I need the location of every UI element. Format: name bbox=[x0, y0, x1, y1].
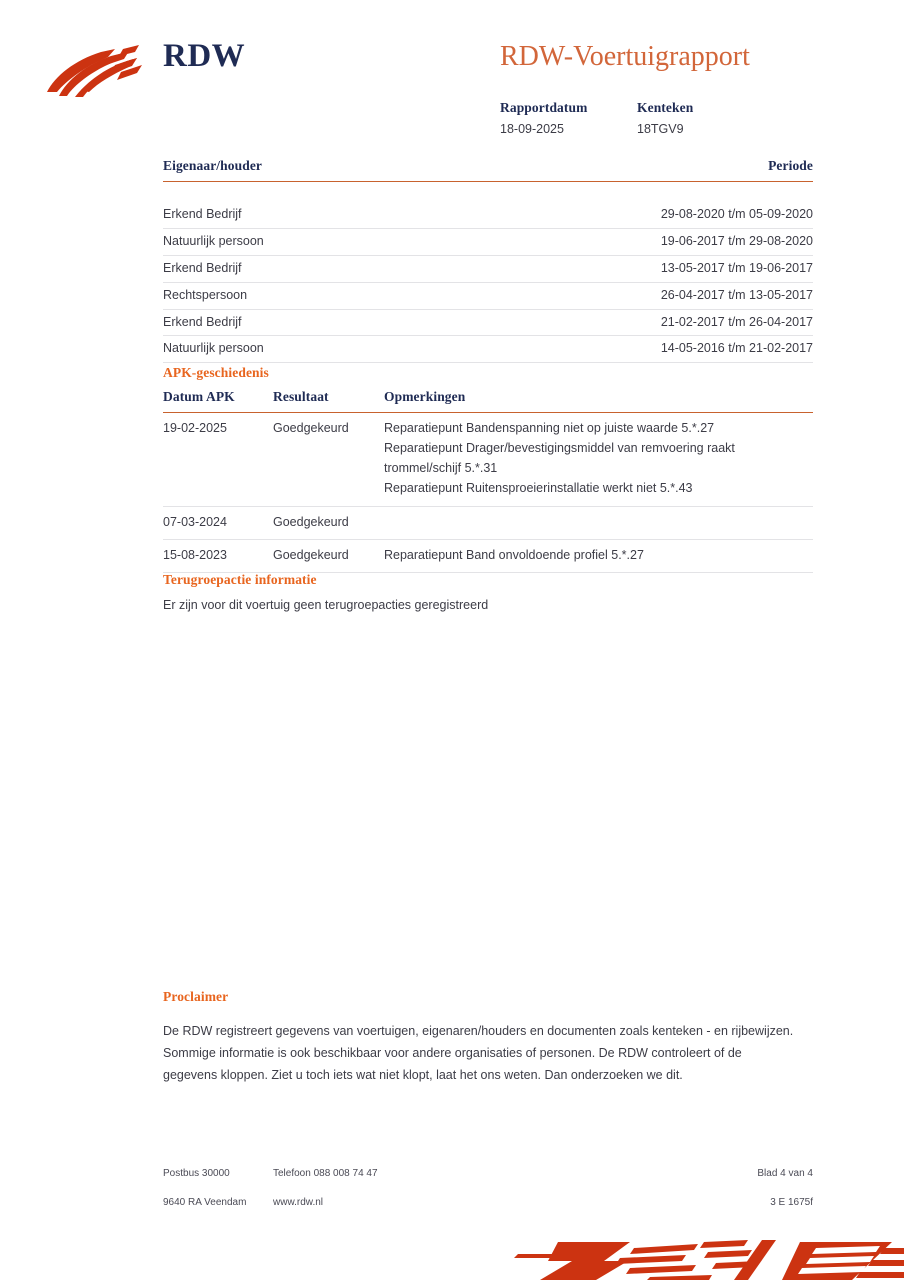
meta-kenteken-label: Kenteken bbox=[637, 100, 694, 115]
footer-city: 9640 RA Veendam bbox=[163, 1196, 247, 1208]
footer-row bbox=[163, 1197, 813, 1209]
owner-holder-type: Natuurlijk persoon bbox=[163, 228, 422, 255]
owner-holder-type: Erkend Bedrijf bbox=[163, 309, 422, 336]
owner-holder-section bbox=[163, 158, 813, 363]
rdw-wordmark: RDW bbox=[163, 38, 246, 74]
owner-holder-type: Rechtspersoon bbox=[163, 282, 422, 309]
rdw-speed-stripes-graphic bbox=[500, 1218, 904, 1280]
document-header bbox=[0, 0, 904, 150]
apk-table-header-row bbox=[163, 389, 813, 413]
apk-section-heading: APK-geschiedenis bbox=[163, 365, 269, 380]
apk-result: Goedgekeurd bbox=[273, 506, 384, 539]
apk-col-date: Datum APK bbox=[163, 389, 273, 413]
apk-remark-line: Reparatiepunt Drager/bevestigingsmiddel van remvoering raakt trommel/schijf 5.*.31 bbox=[384, 440, 735, 476]
apk-history-section bbox=[163, 364, 813, 573]
disclaimer-section bbox=[163, 988, 813, 1086]
footer-row bbox=[163, 1168, 813, 1180]
table-row bbox=[163, 412, 813, 506]
owner-period: 19-06-2017 t/m 29-08-2020 bbox=[422, 228, 813, 255]
recall-section-text: Er zijn voor dit voertuig geen terugroepacties geregistreerd bbox=[163, 597, 489, 612]
apk-col-result: Resultaat bbox=[273, 389, 384, 413]
page-footer bbox=[163, 1168, 813, 1208]
table-row bbox=[163, 506, 813, 539]
apk-date: 19-02-2025 bbox=[163, 412, 273, 506]
apk-remarks bbox=[384, 539, 813, 572]
disclaimer-heading: Proclaimer bbox=[163, 989, 229, 1004]
owner-holder-type: Erkend Bedrijf bbox=[163, 255, 422, 282]
footer-postbus: Postbus 30000 bbox=[163, 1168, 230, 1179]
period-heading-label: Periode bbox=[768, 158, 813, 173]
meta-kenteken-value: 18TGV9 bbox=[637, 122, 684, 137]
owner-heading-label: Eigenaar/houder bbox=[163, 158, 263, 173]
table-row bbox=[163, 539, 813, 572]
table-row bbox=[163, 255, 813, 282]
footer-website[interactable]: www.rdw.nl bbox=[273, 1196, 324, 1208]
footer-page-number: Blad 4 van 4 bbox=[757, 1168, 813, 1179]
apk-col-remarks: Opmerkingen bbox=[384, 389, 813, 413]
table-row bbox=[163, 228, 813, 255]
apk-result: Goedgekeurd bbox=[273, 412, 384, 506]
owner-holder-type: Erkend Bedrijf bbox=[163, 202, 422, 228]
apk-remark-line: Reparatiepunt Ruitensproeierinstallatie werkt niet 5.*.43 bbox=[384, 481, 693, 496]
recall-section-heading: Terugroepactie informatie bbox=[163, 572, 317, 587]
table-row bbox=[163, 336, 813, 363]
apk-date: 07-03-2024 bbox=[163, 506, 273, 539]
owner-period: 14-05-2016 t/m 21-02-2017 bbox=[422, 336, 813, 363]
disclaimer-text: De RDW registreert gegevens van voertuigen, eigenaren/houders en documenten zoals kenteken - en rijbewijzen. Sommige informatie is ook beschikbaar voor andere organisaties of personen. De RDW controleert of de gegevens kloppen. Ziet u toch iets wat niet klopt, laat het ons weten. Dan onderzoeken we dit. bbox=[163, 1023, 794, 1083]
owner-period: 29-08-2020 t/m 05-09-2020 bbox=[422, 202, 813, 228]
footer-form-code: 3 E 1675f bbox=[770, 1196, 813, 1208]
apk-remark-line: Reparatiepunt Bandenspanning niet op juiste waarde 5.*.27 bbox=[384, 420, 715, 435]
document-title: RDW-Voertuigrapport bbox=[500, 41, 750, 72]
apk-date: 15-08-2023 bbox=[163, 539, 273, 572]
recall-info-section bbox=[163, 571, 813, 616]
apk-remarks bbox=[384, 506, 813, 539]
footer-telephone: Telefoon 088 008 74 47 bbox=[273, 1168, 378, 1179]
apk-history-table bbox=[163, 389, 813, 574]
owner-period: 26-04-2017 t/m 13-05-2017 bbox=[422, 282, 813, 309]
table-row bbox=[163, 202, 813, 228]
owner-holder-table bbox=[163, 202, 813, 363]
table-row bbox=[163, 282, 813, 309]
apk-remarks bbox=[384, 412, 813, 506]
table-row bbox=[163, 309, 813, 336]
meta-rapportdatum-label: Rapportdatum bbox=[500, 100, 588, 115]
rdw-feather-logo-icon bbox=[45, 44, 163, 102]
owner-section-header bbox=[163, 158, 813, 182]
meta-rapportdatum-value: 18-09-2025 bbox=[500, 122, 564, 137]
meta-rapportdatum bbox=[500, 98, 637, 140]
document-meta bbox=[500, 98, 774, 140]
owner-holder-type: Natuurlijk persoon bbox=[163, 336, 422, 363]
owner-period: 21-02-2017 t/m 26-04-2017 bbox=[422, 309, 813, 336]
meta-kenteken bbox=[637, 98, 774, 140]
owner-period: 13-05-2017 t/m 19-06-2017 bbox=[422, 255, 813, 282]
apk-remark-line: Reparatiepunt Band onvoldoende profiel 5.*.27 bbox=[384, 547, 644, 562]
apk-result: Goedgekeurd bbox=[273, 539, 384, 572]
